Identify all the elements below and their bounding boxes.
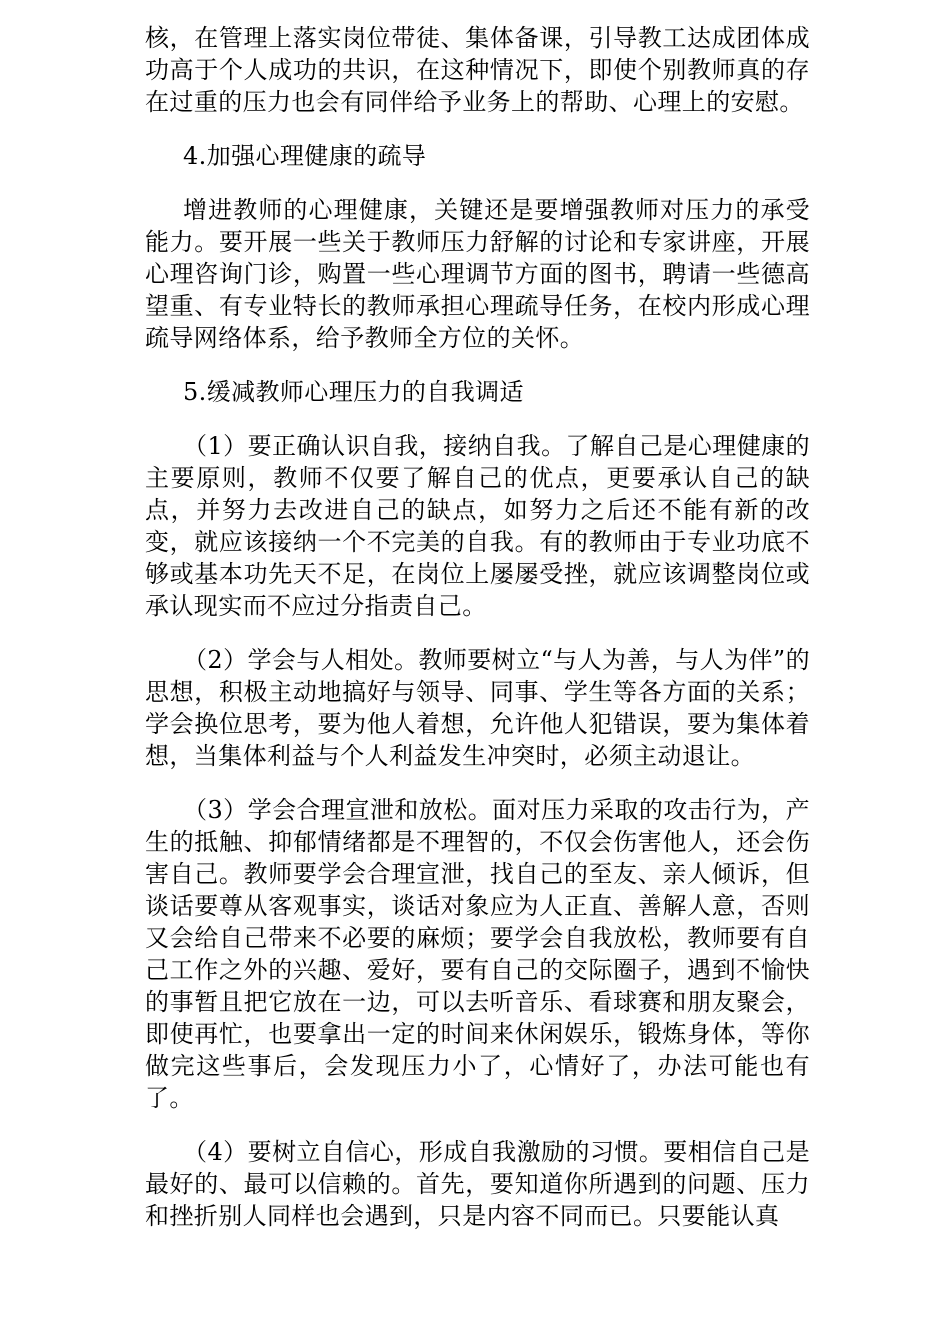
paragraph-item-4: （4）要树立自信心，形成自我激励的习惯。要相信自己是最好的、最可以信赖的。首先，要知道你所遇到的问题、压力和挫折别人同样也会遇到，只是内容不同而已。只要能认真 [145, 1138, 810, 1230]
section-heading-4: 4.加强心理健康的疏导 [183, 142, 427, 170]
paragraph-continuation: 核，在管理上落实岗位带徒、集体备课，引导教工达成团体成功高于个人成功的共识，在这种情况下，即使个别教师真的存在过重的压力也会有同伴给予业务上的帮助、心理上的安慰。 [145, 24, 810, 116]
document-page [145, 22, 810, 1254]
paragraph-item-2: （2）学会与人相处。教师要树立“与人为善，与人为伴”的思想，积极主动地搞好与领导、同事、学生等各方面的关系；学会换位思考，要为他人着想，允许他人犯错误，要为集体着想，当集体利益与个人利益发生冲突时，必须主动退让。 [145, 646, 810, 770]
paragraph-mental-health: 增进教师的心理健康，关键还是要增强教师对压力的承受能力。要开展一些关于教师压力舒解的讨论和专家讲座，开展心理咨询门诊，购置一些心理调节方面的图书，聘请一些德高望重、有专业特长的教师承担心理疏导任务，在校内形成心理疏导网络体系，给予教师全方位的关怀。 [145, 196, 810, 352]
section-heading-5: 5.缓减教师心理压力的自我调适 [183, 378, 524, 406]
paragraph-item-1: （1）要正确认识自我，接纳自我。了解自己是心理健康的主要原则，教师不仅要了解自己的优点，更要承认自己的缺点，并努力去改进自己的缺点，如努力之后还不能有新的改变，就应该接纳一个不完美的自我。有的教师由于专业功底不够或基本功先天不足，在岗位上屡屡受挫，就应该调整岗位或承认现实而不应过分指责自己。 [145, 432, 810, 620]
paragraph-item-3: （3）学会合理宣泄和放松。面对压力采取的攻击行为，产生的抵触、抑郁情绪都是不理智的，不仅会伤害他人，还会伤害自己。教师要学会合理宣泄，找自己的至友、亲人倾诉，但谈话要尊从客观事实，谈话对象应为人正直、善解人意，否则又会给自己带来不必要的麻烦；要学会自我放松，教师要有自己工作之外的兴趣、爱好，要有自己的交际圈子，遇到不愉快的事暂且把它放在一边，可以去听音乐、看球赛和朋友聚会，即使再忙，也要拿出一定的时间来休闲娱乐，锻炼身体，等你做完这些事后，会发现压力小了，心情好了，办法可能也有了。 [145, 796, 810, 1112]
